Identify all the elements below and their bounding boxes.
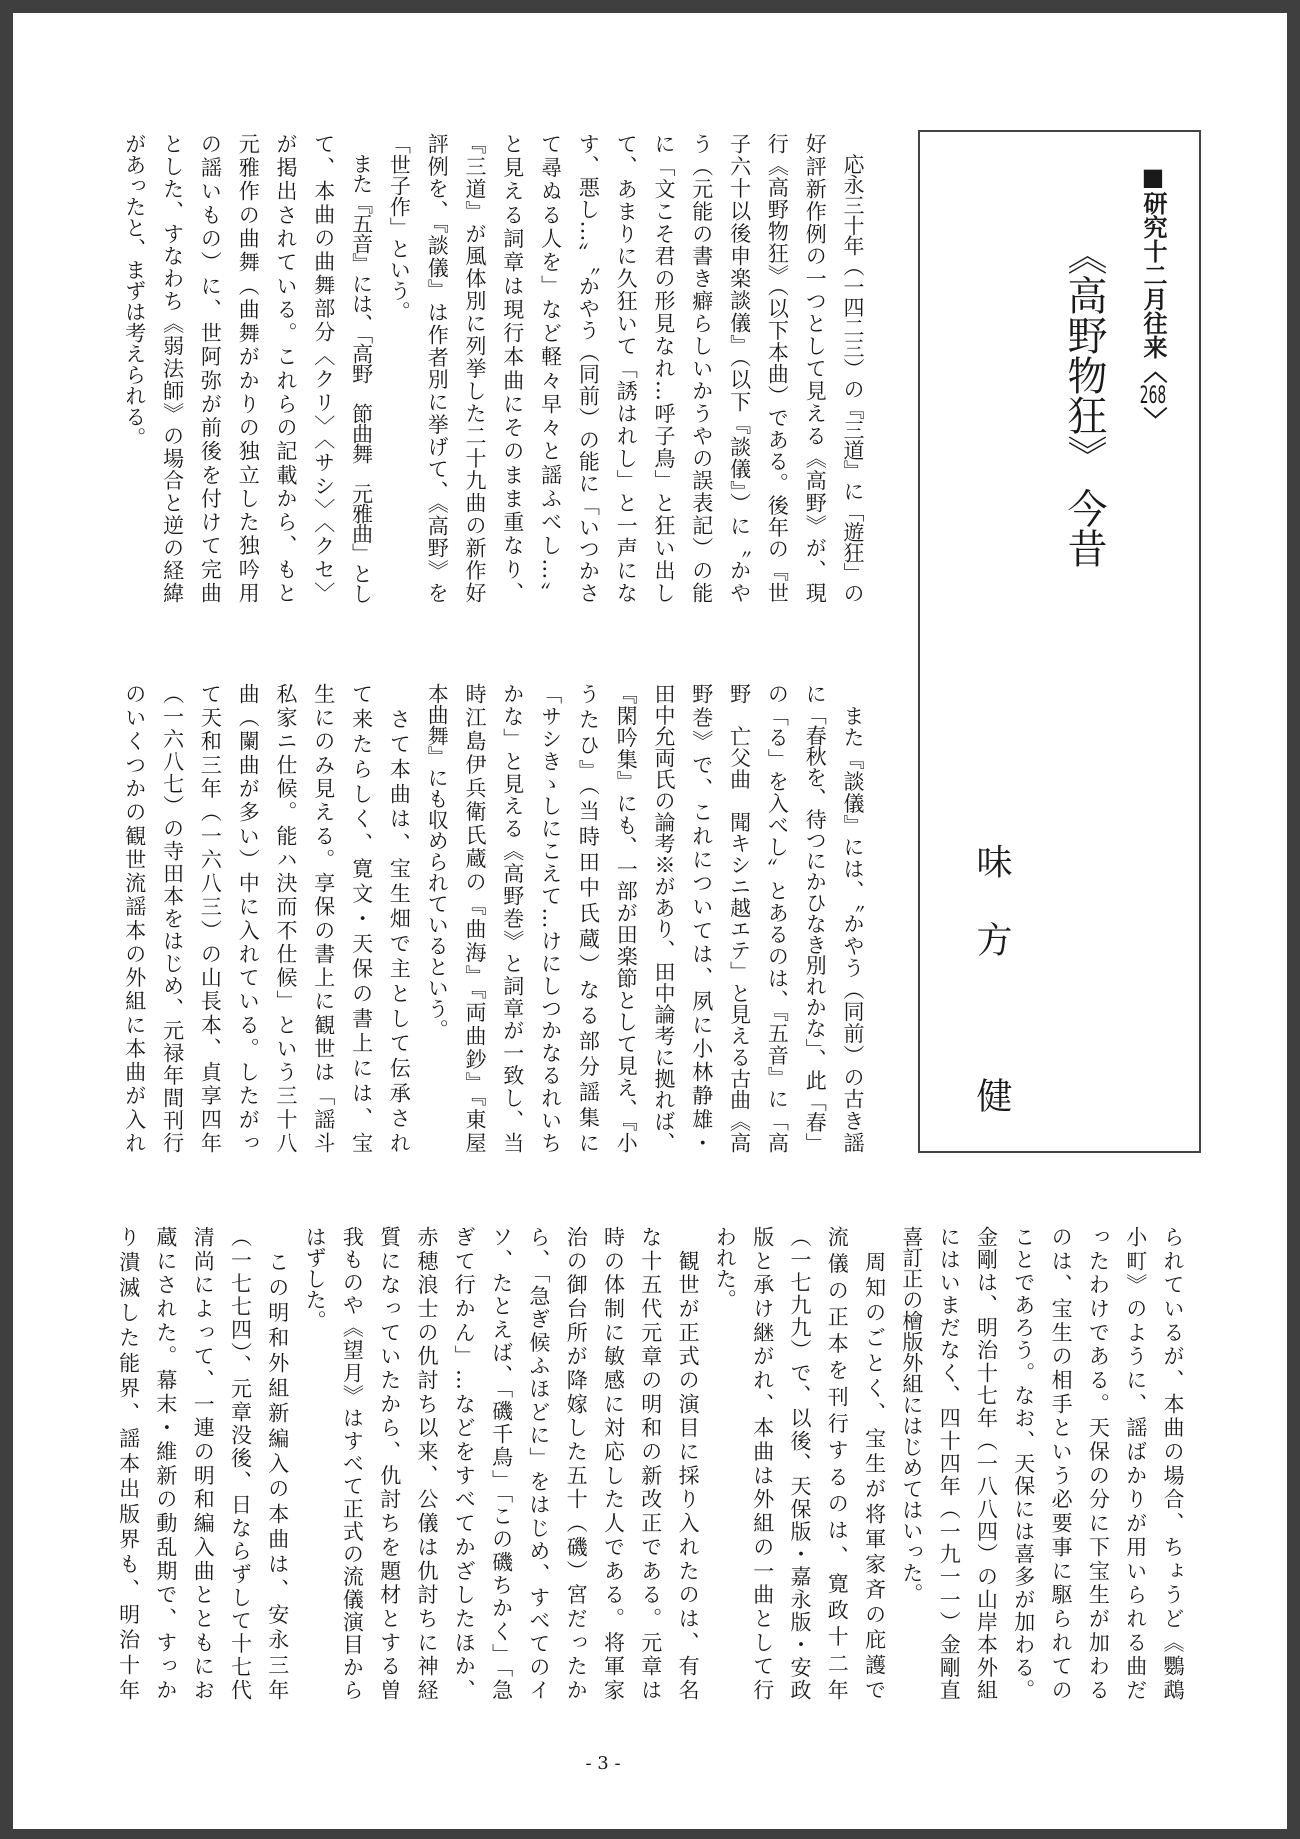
text-column-bottom: この明和外組新編入の本曲は、安永三年	[265, 1226, 290, 1700]
issue-close-bracket: 〉	[1139, 407, 1167, 431]
text-column-bottom: のは、宝生の相手という必要事に駆られての	[1049, 1226, 1074, 1700]
text-column-upper: 行《高野物狂》（以下本曲）である。後年の『世	[765, 133, 790, 603]
text-column-lower: さて本曲は、宝生畑で主として伝承され	[387, 683, 412, 1153]
text-column-lower: のいくつかの観世流謡本の外組に本曲が入れ	[122, 683, 147, 1153]
text-column-bottom: 金剛は、明治十七年（一八八四）の山岸本外組	[974, 1226, 999, 1700]
text-column-upper: て尋ぬる人を」など軽々早々と謡ふべし…〟	[538, 133, 563, 604]
text-column-lower: 曲（闌曲が多い）中に入れている。したがっ	[236, 683, 261, 1153]
text-column-bottom: 蔵にされた。幕末・維新の動乱期で、すっか	[153, 1226, 178, 1700]
text-column-upper: とした、すなわち《弱法師》の場合と逆の経緯	[160, 133, 185, 604]
page-number: - 3 -	[585, 1753, 621, 1774]
text-column-upper: と見える詞章は現行本曲にそのまま重なり、	[500, 133, 525, 603]
text-column-upper: す、悪し…〟〝かやう（同前）の能に「いつかさ	[576, 133, 601, 603]
text-column-lower: 生にのみ見える。享保の書上に観世は「謡斗	[311, 683, 336, 1153]
text-column-lower: また『談儀』には、〝かやう（同前）の古き謡	[841, 683, 865, 1153]
text-column-lower: （一六八七）の寺田本をはじめ、元禄年間刊行	[160, 683, 185, 1153]
text-column-bottom: 版と承け継がれ、本曲は外組の一曲として行	[750, 1226, 775, 1700]
text-column-upper: 子六十以後申楽談儀』（以下『談儀』）に〝かや	[727, 133, 752, 603]
text-column-upper: の謡いもの）に、世阿弥が前後を付けて完曲	[198, 133, 223, 603]
text-column-bottom: 観世が正式の演目に採り入れたのは、有名	[676, 1226, 701, 1700]
text-column-lower: て来たらしく、寛文・天保の書上には、宝	[349, 683, 374, 1153]
text-column-bottom: 喜訂正の檜版外組にはじめてはいった。	[899, 1226, 924, 1604]
text-column-lower: 本曲舞』にも収められているという。	[425, 683, 450, 1040]
text-column-bottom: り潰滅した能界、謡本出版界も、明治十年	[116, 1226, 141, 1700]
issue-open-bracket: 〈	[1139, 359, 1167, 383]
text-column-lower: 私家ニ仕候。能ハ決而不仕候」という三十八	[274, 683, 298, 1153]
text-column-upper: て、本曲の曲舞部分〈クリ〉〈サシ〉〈クセ〉	[311, 133, 336, 603]
text-column-lower: 時江島伊兵衛氏蔵の『曲海』『両曲鈔』『東屋	[463, 683, 487, 1153]
text-column-lower: に「春秋を、待つにかひなき別れかな」、此「春」	[803, 683, 828, 1153]
text-column-bottom: はずした。	[303, 1226, 328, 1331]
issue-number: 268	[1139, 383, 1167, 407]
text-column-upper: に「文こそ君の形見なれ…呼子鳥」と狂い出し	[652, 133, 676, 604]
text-column-upper: 評例を、『談儀』は作者別に挙げて、《高野》を	[425, 133, 450, 603]
text-column-bottom: 周知のごとく、宝生が将軍家斉の庇護で	[862, 1226, 887, 1700]
text-column-bottom: （一七九九）で、以後、天保版・嘉永版・安政	[788, 1226, 812, 1700]
text-column-upper: があったと、まずは考えられる。	[122, 133, 147, 448]
text-column-bottom: 治の御台所が降嫁した五十（磯）宮だったか	[564, 1226, 589, 1700]
text-column-lower: て天和三年（一六八三）の山長本、貞享四年	[198, 683, 223, 1153]
text-column-bottom: ら、「急ぎ候ふほどに」をはじめ、すべてのイ	[526, 1226, 551, 1700]
text-column-upper: 応永三十年（一四二三）の『三道』に「遊狂」の	[841, 133, 865, 603]
text-column-bottom: ったわけである。天保の分に下宝生が加わる	[1086, 1226, 1111, 1700]
text-column-upper: 『三道』が風体別に列挙した二十九曲の新作好	[463, 133, 487, 604]
series-heading	[1137, 163, 1169, 431]
text-column-upper: が掲出されている。これらの記載から、もと	[274, 133, 298, 603]
text-column-bottom: 我ものや《望月》はすべて正式の流儀演目から	[340, 1226, 365, 1700]
text-column-bottom: 時の体制に敏感に対応した人である。将軍家	[601, 1226, 626, 1700]
text-column-bottom: な十五代元章の明和の新改正である。元章は	[638, 1226, 663, 1700]
text-column-upper: 「世子作」という。	[387, 133, 412, 322]
text-column-bottom: （一七七四）、元章没後、日ならずして十七代	[228, 1226, 253, 1700]
text-column-bottom: 清尚によって、一連の明和編入曲とともにお	[191, 1226, 216, 1700]
text-column-upper: う（元能の書き癖らしいかうやの誤表記）の能	[689, 133, 714, 603]
text-column-bottom: ソ、たとえば、「磯千鳥」「この磯ちかく」「急	[489, 1226, 514, 1700]
article-title: 《高野物狂》 今昔	[1061, 235, 1107, 568]
text-column-bottom: られているが、本曲の場合、ちょうど《鸚鵡	[1161, 1226, 1185, 1700]
text-column-lower: 田中允両氏の論考※があり、田中論考に拠れば、	[652, 683, 676, 1153]
text-column-upper: て、あまりに久狂いて「誘はれし」と一声にな	[614, 133, 639, 603]
text-column-upper: 好評新作例の一つとして見える《高野》が、現	[803, 133, 828, 603]
text-column-upper: また『五音』には、「高野 節曲舞 元雅曲」とし	[349, 133, 374, 603]
text-column-lower: うたひ』（当時田中氏蔵）なる部分謡集に	[576, 683, 601, 1153]
text-column-upper: 元雅作の曲舞（曲舞がかりの独立した独吟用	[236, 133, 261, 603]
series-label: 研究十二月往来	[1139, 191, 1167, 359]
text-column-lower: かな」と見える《高野巻》と詞章が一致し、当	[500, 683, 525, 1153]
document-page	[13, 13, 1287, 1829]
text-column-bottom: にはいまだなく、四十四年（一九一一）金剛直	[937, 1226, 962, 1700]
text-column-lower: 野 亡父曲 聞キシニ越エテ」と見える古曲《高	[727, 683, 752, 1153]
text-column-lower: 野巻》で、これについては、夙に小林静雄・	[689, 683, 714, 1154]
text-column-bottom: 流儀の正本を刊行するのは、寛政十二年	[825, 1226, 850, 1700]
text-column-bottom: ことであろう。なお、天保には喜多が加わる。	[1011, 1226, 1036, 1700]
text-column-bottom: 小町》のように、謡ばかりが用いられる曲だ	[1123, 1226, 1148, 1700]
text-column-bottom: われた。	[713, 1226, 738, 1310]
text-column-bottom: ぎて行かん」…などをすべてかざしたほか、	[452, 1226, 477, 1700]
square-bullet-icon: ■	[1139, 163, 1167, 191]
text-column-lower: 「サシきゝしにこえて…けにしつかなるれいち	[538, 683, 563, 1153]
text-column-bottom: 質になっていたから、仇討ちを題材とする曽	[377, 1226, 402, 1700]
text-column-bottom: 赤穂浪士の仇討ち以来、公儀は仇討ちに神経	[415, 1226, 439, 1700]
text-column-lower: 『閑吟集』にも、一部が田楽節として見え、『小	[614, 683, 639, 1153]
author-name: 味方 健	[971, 843, 1012, 1113]
text-column-lower: の「る」を入べし〟とあるのは、『五音』に「高	[765, 683, 790, 1153]
